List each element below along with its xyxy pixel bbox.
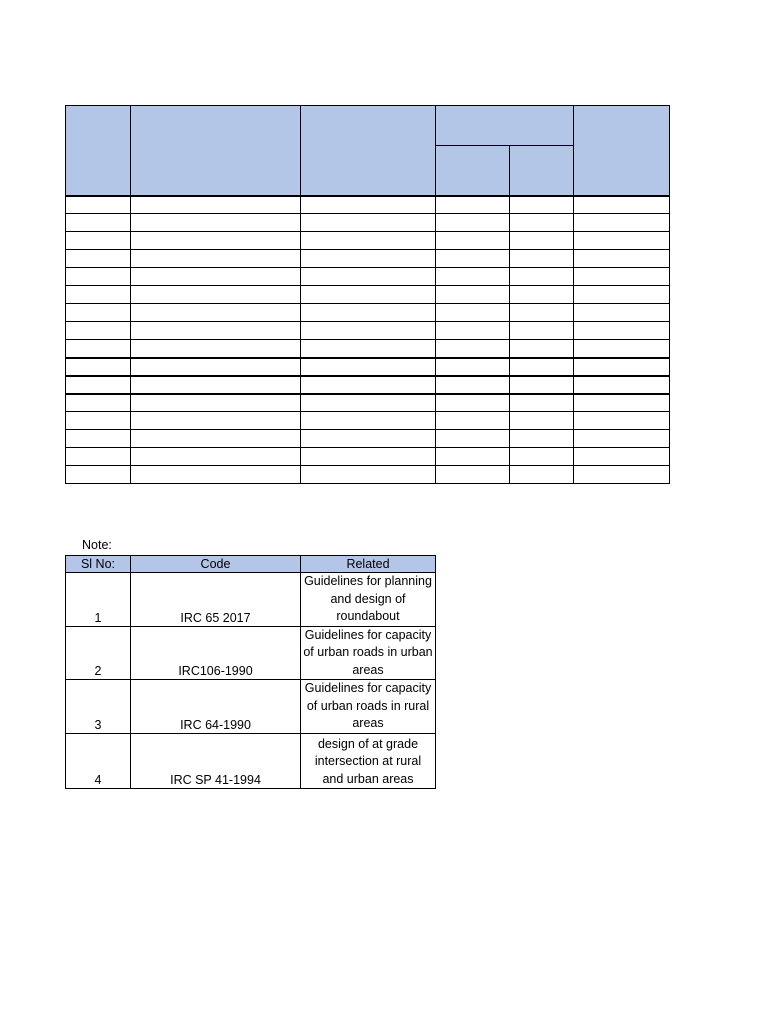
table-row: [66, 286, 670, 304]
table-row: [66, 322, 670, 340]
table-row: [66, 412, 670, 430]
code-cell: IRC 64-1990: [131, 680, 301, 734]
header-subcell: [510, 146, 574, 196]
reference-codes-table: [65, 555, 436, 789]
table-row: [66, 573, 436, 627]
table-row: [66, 340, 670, 358]
table-row: [66, 304, 670, 322]
sl-no-cell: 1: [66, 573, 131, 627]
table-row: [66, 626, 436, 680]
header-subcell: [436, 146, 510, 196]
header-group-cell: [436, 106, 574, 146]
sl-no-cell: 2: [66, 626, 131, 680]
related-cell: Guidelines for planning and design of roundabout: [301, 573, 436, 627]
code-cell: IRC 65 2017: [131, 573, 301, 627]
header-cell: [131, 106, 301, 196]
column-header-sl-no: Sl No:: [66, 556, 131, 573]
sl-no-cell: 3: [66, 680, 131, 734]
code-cell: IRC SP 41-1994: [131, 733, 301, 789]
related-cell: Guidelines for capacity of urban roads in urban areas: [301, 626, 436, 680]
note-label: Note:: [82, 538, 112, 552]
related-cell: design of at grade intersection at rural and urban areas: [301, 733, 436, 789]
table-row: [66, 733, 436, 789]
table-row: [66, 448, 670, 466]
table-row: [66, 466, 670, 484]
table-row: [66, 430, 670, 448]
column-header-related: Related: [301, 556, 436, 573]
sl-no-cell: 4: [66, 733, 131, 789]
header-cell: [301, 106, 436, 196]
column-header-code: Code: [131, 556, 301, 573]
table-row: [66, 394, 670, 412]
table-row: [66, 268, 670, 286]
table-row: [66, 250, 670, 268]
header-cell: [574, 106, 670, 196]
table-row: [66, 214, 670, 232]
blank-data-table: [65, 105, 670, 484]
table-row: [66, 358, 670, 376]
table-row: [66, 232, 670, 250]
table-row: [66, 196, 670, 214]
header-cell: [66, 106, 131, 196]
code-cell: IRC106-1990: [131, 626, 301, 680]
related-cell: Guidelines for capacity of urban roads in rural areas: [301, 680, 436, 734]
table-row: [66, 376, 670, 394]
reference-header-row: [66, 556, 436, 573]
table-row: [66, 680, 436, 734]
